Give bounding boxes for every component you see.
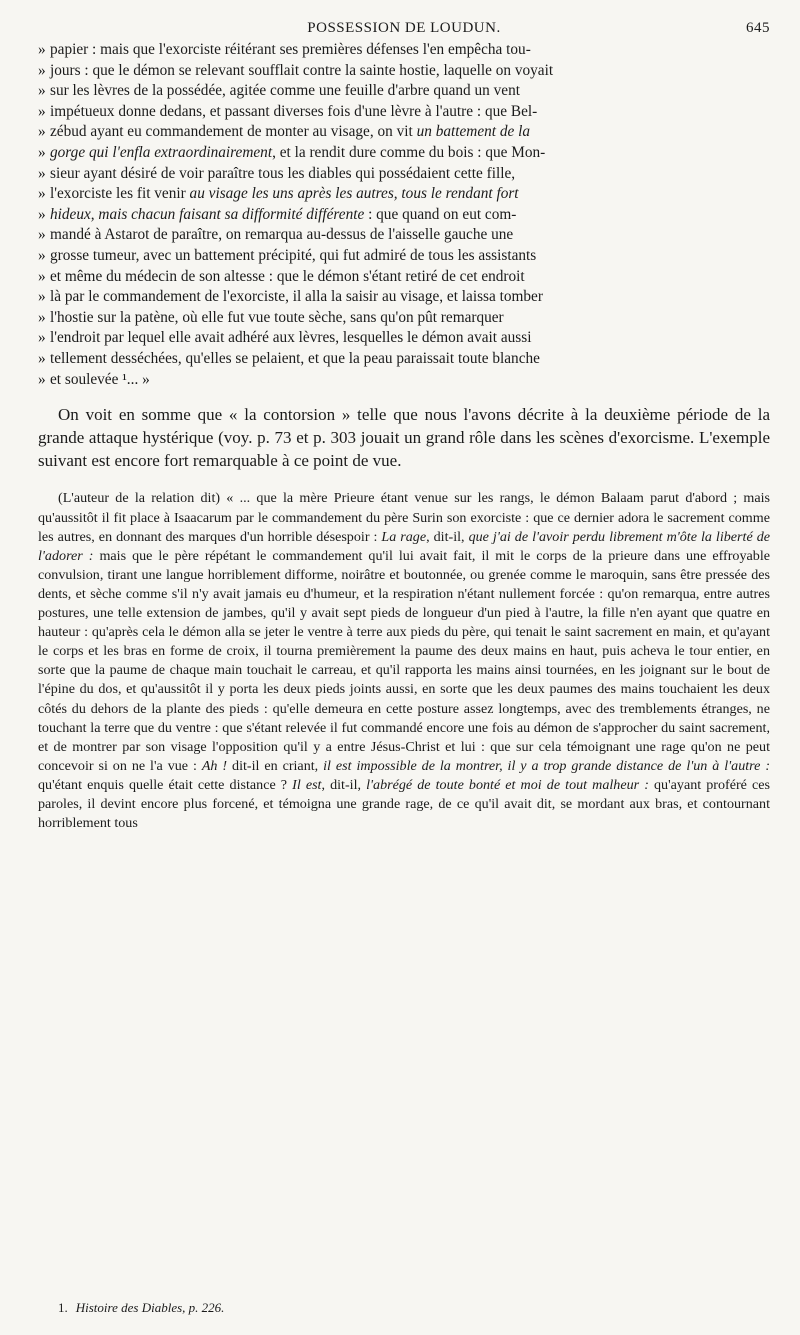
text-run: papier : mais que l'exorciste réitérant ses premières défenses l'en empêcha tou- [50,41,531,58]
italic-run: un battement de la [416,123,531,141]
text-run: , et la rendit dure comme du bois : que Mon- [272,143,546,161]
text-run: , dit-il, [321,776,367,793]
guillemet-mark: » [38,143,46,161]
footnote-number: 1. [58,1300,68,1315]
guillemet-mark: » [38,226,46,244]
text-run: sieur ayant désiré de voir paraître tous les diables qui possédaient cette fille, [50,164,516,182]
guillemet-mark: » [38,329,46,347]
text-run: tellement desséchées, qu'elles se pelaient, et que la peau paraissait toute blanche [50,349,540,367]
text-run: l'endroit par lequel elle avait adhéré aux lèvres, lesquelles le démon avait aussi [50,329,532,347]
quote-line [38,225,770,246]
quoted-relation-paragraph [38,489,770,833]
text-run: sur les lèvres de la possédée, agitée comme une feuille d'arbre quand un vent [50,82,520,100]
guillemet-mark: » [38,308,46,326]
guillemet-mark: » [38,61,46,79]
text-run: et soulevée ¹... » [50,370,150,388]
text-run: zébud ayant eu commandement de monter au visage, on vit [50,123,417,141]
text-run: qu'étant enquis quelle était cette distance ? [38,776,293,793]
guillemet-mark: » [38,246,46,264]
page-number: 645 [746,20,770,36]
guillemet-mark: » [38,267,46,285]
italic-run: l'abrégé de toute bonté et moi de tout malheur : [366,776,649,793]
quote-line [38,143,770,164]
guillemet-mark: » [38,370,46,388]
guillemet-mark: » [38,102,46,120]
text-run: jours : que le démon se relevant soufflait contre la sainte hostie, laquelle on voyait [50,61,554,79]
italic-run: La rage [381,528,427,545]
guillemet-mark: » [38,41,46,58]
quote-line [38,349,770,370]
italic-run: Ah ! [201,757,228,774]
text-run: impétueux donne dedans, et passant diverses fois d'une lèvre à l'autre : que Bel- [50,102,538,120]
book-page [38,0,770,847]
italic-run: il est impossible de la montrer, il y a trop grande distance de l'un à l'autre : [323,757,771,774]
footnote-text: Histoire des Diables, p. 226. [75,1300,225,1315]
running-head-title: POSSESSION DE LOUDUN. [307,20,501,36]
text-run: : que quand on eut com- [364,205,517,223]
quote-line [38,287,770,308]
quote-line [38,40,770,61]
text-run: mandé à Astarot de paraître, on remarqua au-dessus de l'aisselle gauche une [50,226,514,244]
quote-line [38,246,770,267]
guillemet-mark: » [38,349,46,367]
quote-line [38,61,770,82]
guillemet-mark: » [38,205,46,223]
running-head [38,0,770,40]
quote-line [38,267,770,288]
quote-line [38,122,770,143]
text-run: , dit-il, [426,528,469,545]
italic-run: Il est [292,776,322,793]
quote-line [38,205,770,226]
text-run: (L'auteur de la relation dit) « ... que la mère Prieure étant venue sur les rangs, le démon Balaam parut d'abord ; mais qu'aussitôt il fit place à Isaacarum par le commandement du père Surin son exorciste : que ce dernier adora le sacrement comme les autres, en donnant des marques d'un horrible désespoir : [38,490,770,545]
quote-line [38,184,770,205]
text-run: là par le commandement de l'exorciste, il alla la saisir au visage, et laissa tomber [50,288,543,306]
quoted-passage [38,40,770,390]
quote-line [38,164,770,185]
italic-run: hideux, mais chacun faisant sa difformité différente [50,205,365,223]
body-paragraph: On voit en somme que « la contorsion » telle que nous l'avons décrite à la deuxième période de la grande attaque hystérique (voy. p. 73 et p. 303 jouait un grand rôle dans les scènes d'exorcisme. L'exemple suivant est encore fort remarquable à ce point de vue. [38,405,770,470]
text-run: grosse tumeur, avec un battement précipité, qui fut admiré de tous les assistants [50,246,537,264]
text-run: mais que le père répétant le commandement qu'il lui avait fait, il mit le corps de la prieure dans une effroyable convulsion, tirant une langue horriblement difforme, noirâtre et boutonnée, ou grenée comme le maroquin, sans être pressée des dents, et sèche comme s'il n'y avait jamais eu d'humeur, et la respiration n'étant nullement forcée : qu'on remarqua, entre autres postures, une telle extension de jambes, qu'il y avait sept pieds de longueur d'un pied à l'autre, la fille n'en ayant que quatre en hauteur : qu'après cela le démon alla se jeter le ventre à terre aux pieds du père, qui tenait le saint sacrement en main, et qu'ayant le corps et les bras en forme de croix, il tourna premièrement la paume des deux mains en haut, puis acheva le tour entier, en sorte que la paume de chaque main touchait le carreau, et qu'il rapporta les mains ainsi tournées, en les joignant sur le bout de l'épine du dos, et qu'aussitôt il y porta les deux pieds joints aussi, en sorte que les deux paumes des mains touchaient les deux côtés du dehors de la plante des pieds : qu'elle demeura en cette posture assez longtemps, avec des tremblements étranges, ne touchant la terre que du ventre : que s'étant relevée il fut commandé encore une fois au démon de s'approcher du saint sacrement, et de montrer par son visage l'opposition qu'il y a entre Jésus-Christ et lui : que sur cela témoignant une rage qu'on ne peut concevoir si on ne l'a vue : [38,547,770,774]
italic-run: gorge qui l'enfla extraordinairement [50,143,273,161]
guillemet-mark: » [38,82,46,100]
quote-line [38,370,770,391]
italic-run: au visage les uns après les autres, tous le rendant fort [189,185,519,203]
quote-line [38,308,770,329]
text-run: dit-il en criant, [227,757,324,774]
italic-run: que j'ai de l'avoir perdu librement m'ôte la liberté de l'adorer : [38,528,771,564]
quote-line [38,81,770,102]
guillemet-mark: » [38,164,46,182]
guillemet-mark: » [38,185,46,203]
text-run: et même du médecin de son altesse : que le démon s'étant retiré de cet endroit [50,267,525,285]
guillemet-mark: » [38,123,46,141]
quote-line [38,102,770,123]
text-run: l'hostie sur la patène, où elle fut vue toute sèche, sans qu'on pût remarquer [50,308,504,326]
text-run: qu'ayant proféré ces paroles, il devint encore plus forcené, et témoigna une grande rage, de ce qu'il avait dit, se mordant aux bras, et contournant horriblement tous [38,776,771,832]
text-run: l'exorciste les fit venir [50,185,190,203]
quote-line [38,328,770,349]
footnote [58,1300,224,1316]
guillemet-mark: » [38,288,46,306]
